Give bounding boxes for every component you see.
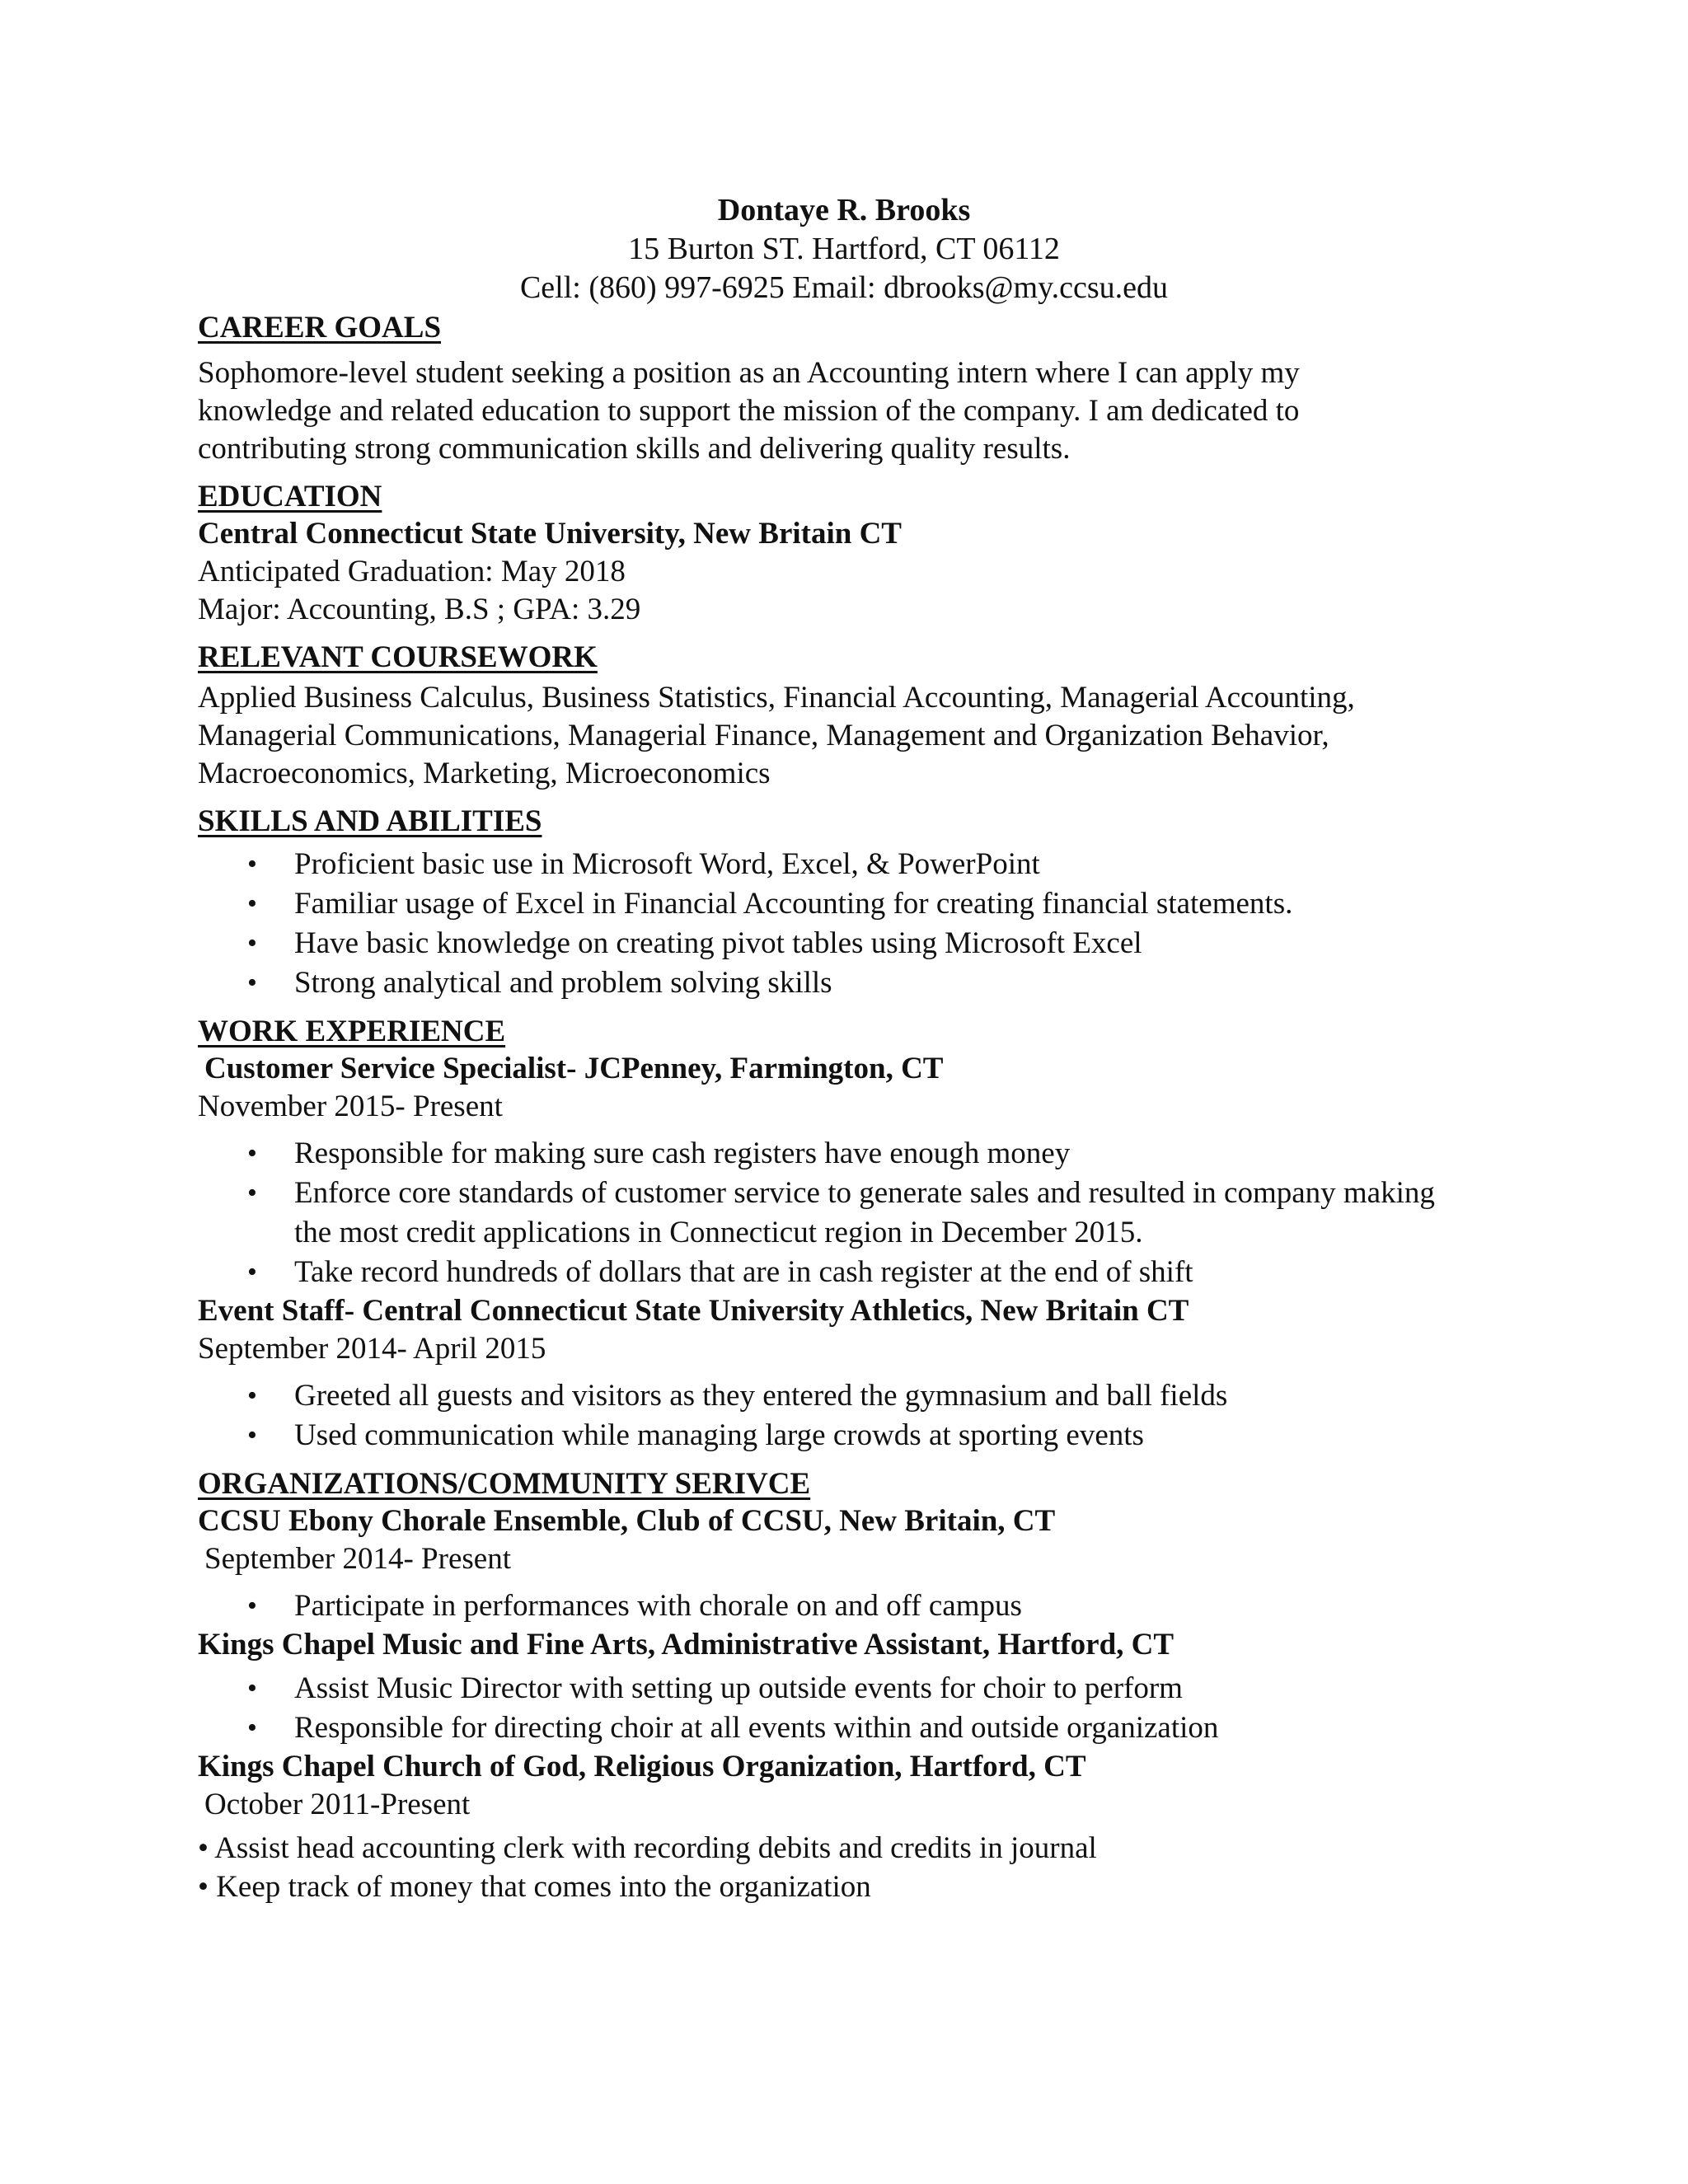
bullet-icon: • (247, 1713, 257, 1743)
job-title: Event Staff- Central Connecticut State University Athletics, New Britain CT (198, 1294, 1189, 1328)
education-school: Central Connecticut State University, New Britain CT (198, 517, 902, 551)
education-graduation: Anticipated Graduation: May 2018 (198, 555, 626, 588)
organization-title: Kings Chapel Church of God, Religious Organization, Hartford, CT (198, 1750, 1086, 1783)
organization-duties-list (198, 1669, 1467, 1748)
career-goals-paragraph (198, 354, 1467, 468)
bullet-icon: • (247, 888, 257, 919)
job-dates: November 2015- Present (198, 1090, 503, 1123)
list-item: • Strong analytical and problem solving skills (198, 963, 1467, 1003)
career-goals-line: knowledge and related education to support the mission of the company. I am dedicated to (198, 394, 1300, 428)
bullet-icon: • (247, 849, 257, 879)
bullet-icon: • (247, 1138, 257, 1169)
skills-list (198, 845, 1467, 1003)
list-item: • Assist Music Director with setting up outside events for choir to perform (198, 1669, 1467, 1708)
career-goals-line: Sophomore-level student seeking a position as an Accounting intern where I can apply my (198, 356, 1300, 390)
bullet-icon: • (247, 1257, 257, 1287)
list-item: • Responsible for directing choir at all events within and outside organization (198, 1708, 1467, 1748)
job-title: Customer Service Specialist- JCPenney, Farmington, CT (204, 1052, 944, 1085)
list-item: • Keep track of money that comes into the organization (198, 1870, 871, 1904)
bullet-icon: • (247, 928, 257, 958)
bullet-icon: • (247, 1591, 257, 1621)
resume-header (0, 191, 1688, 307)
organization-title: Kings Chapel Music and Fine Arts, Administrative Assistant, Hartford, CT (198, 1628, 1175, 1661)
coursework-line: Macroeconomics, Marketing, Microeconomics (198, 757, 771, 790)
bullet-icon: • (247, 1380, 257, 1411)
organization-dates: October 2011-Present (204, 1788, 471, 1821)
section-title-coursework: RELEVANT COURSEWORK (198, 640, 598, 674)
job-duties-list (198, 1134, 1467, 1292)
candidate-name: Dontaye R. Brooks (717, 193, 971, 227)
bullet-icon: • (247, 968, 257, 998)
organization-duties-list (198, 1586, 1467, 1626)
bullet-icon: • (247, 1673, 257, 1704)
bullet-icon: • (247, 1178, 257, 1208)
list-item: • Used communication while managing large crowds at sporting events (198, 1416, 1467, 1455)
list-item: • Enforce core standards of customer service to generate sales and resulted in company making the most credit applications in Connecticut region in December 2015. (198, 1174, 1467, 1253)
list-item: • Have basic knowledge on creating pivot tables using Microsoft Excel (198, 924, 1467, 963)
coursework-list (198, 679, 1467, 793)
section-title-education: EDUCATION (198, 480, 382, 513)
section-title-organizations: ORGANIZATIONS/COMMUNITY SERIVCE (198, 1467, 811, 1501)
coursework-line: Applied Business Calculus, Business Statistics, Financial Accounting, Managerial Accounting, (198, 681, 1355, 715)
candidate-address: 15 Burton ST. Hartford, CT 06112 (628, 232, 1060, 266)
list-item: • Greeted all guests and visitors as they entered the gymnasium and ball fields (198, 1376, 1467, 1416)
list-item: • Assist head accounting clerk with recording debits and credits in journal (198, 1831, 1097, 1865)
organization-title: CCSU Ebony Chorale Ensemble, Club of CCSU, New Britain, CT (198, 1504, 1056, 1538)
list-item: • Proficient basic use in Microsoft Word, Excel, & PowerPoint (198, 845, 1467, 884)
list-item: • Responsible for making sure cash registers have enough money (198, 1134, 1467, 1174)
resume-body (198, 309, 1467, 1906)
job-dates: September 2014- April 2015 (198, 1332, 546, 1366)
section-title-career-goals: CAREER GOALS (198, 311, 442, 344)
bullet-icon: • (247, 1420, 257, 1451)
list-item: • Take record hundreds of dollars that are in cash register at the end of shift (198, 1253, 1467, 1292)
list-item: • Familiar usage of Excel in Financial Accounting for creating financial statements. (198, 884, 1467, 924)
organization-dates: September 2014- Present (204, 1542, 511, 1576)
list-item: • Participate in performances with chorale on and off campus (198, 1586, 1467, 1626)
career-goals-line: contributing strong communication skills and delivering quality results. (198, 432, 1071, 466)
education-major: Major: Accounting, B.S ; GPA: 3.29 (198, 593, 641, 626)
section-title-work-experience: WORK EXPERIENCE (198, 1015, 506, 1048)
section-title-skills: SKILLS AND ABILITIES (198, 804, 542, 838)
coursework-line: Managerial Communications, Managerial Finance, Management and Organization Behavior, (198, 719, 1329, 752)
candidate-contact: Cell: (860) 997-6925 Email: dbrooks@my.ccsu.edu (519, 270, 1169, 305)
job-duties-list (198, 1376, 1467, 1455)
